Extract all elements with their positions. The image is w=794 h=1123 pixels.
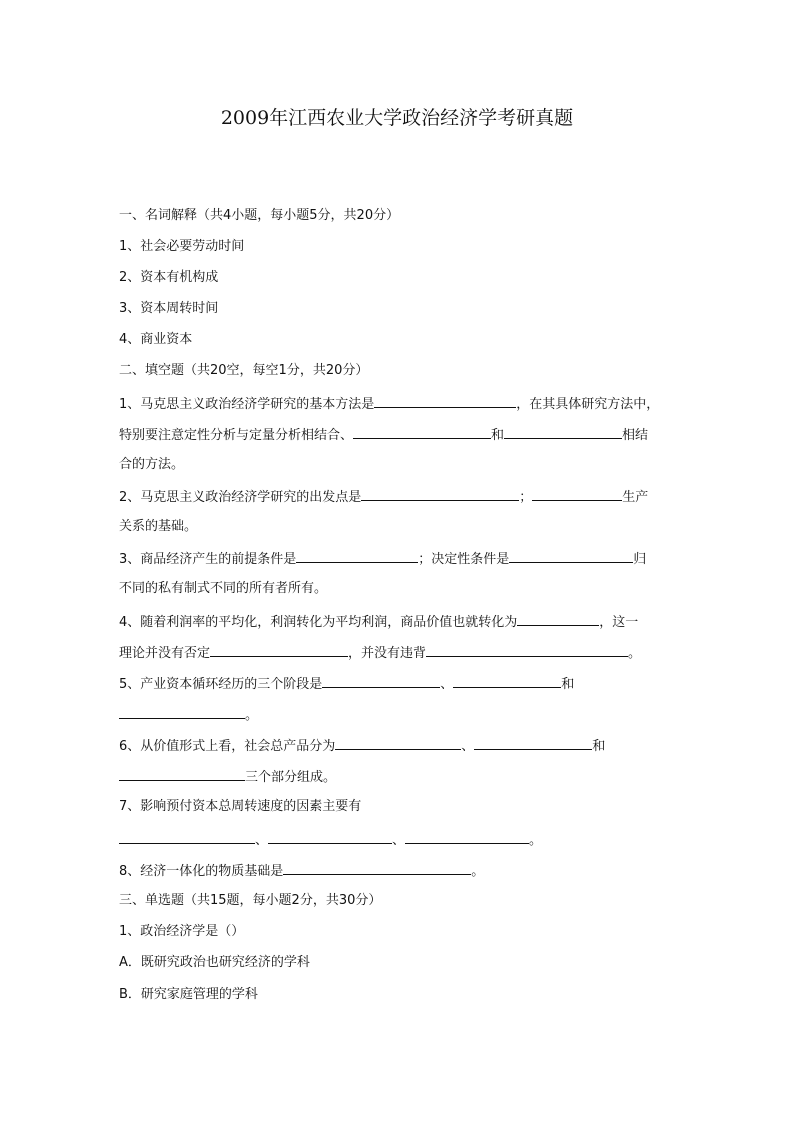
fill-blank[interactable] [374, 393, 516, 408]
s2-q3-line-2: 不同的私有制式不同的所有者所有。 [119, 581, 328, 596]
fill-blank[interactable] [532, 486, 622, 501]
fill-blank[interactable] [405, 829, 529, 844]
fill-blank[interactable] [322, 673, 440, 688]
fill-blank[interactable] [210, 642, 348, 657]
section-3-header: 三、单选题（共15题，每小题2分，共30分） [119, 893, 382, 908]
s2-q5-line-1: 5、产业资本循环经历的三个阶段是 、 和 [119, 673, 689, 695]
s2-q6-line-2: 三个部分组成。 [119, 766, 689, 788]
fill-blank[interactable] [119, 829, 255, 844]
fill-blank[interactable] [335, 735, 461, 750]
s1-item-2: 2、资本有机构成 [119, 270, 219, 285]
s1-item-4: 4、商业资本 [119, 332, 193, 347]
fill-blank[interactable] [353, 424, 491, 439]
s2-q6-line-1: 6、从价值形式上看，社会总产品分为 、 和 [119, 735, 689, 757]
s2-q2-line-1: 2、马克思主义政治经济学研究的出发点是 ； 生产 [119, 486, 689, 508]
page-title: 2009年江西农业大学政治经济学考研真题 [220, 107, 574, 129]
section-2-header: 二、填空题（共20空，每空1分，共20分） [119, 363, 369, 378]
s2-q1-line-3: 合的方法。 [119, 457, 185, 472]
s2-q2-line-2: 关系的基础。 [119, 519, 198, 534]
fill-blank[interactable] [119, 704, 245, 719]
fill-blank[interactable] [517, 611, 599, 626]
s3-q1-option-b: B．研究家庭管理的学科 [119, 987, 258, 1002]
fill-blank[interactable] [426, 642, 628, 657]
fill-blank[interactable] [361, 486, 519, 501]
s2-q1-line-2: 特别要注意定性分析与定量分析相结合、 和 相结 [119, 424, 689, 446]
s2-q1-line-1: 1、马克思主义政治经济学研究的基本方法是 ，在其具体研究方法中， [119, 393, 689, 415]
section-1-header: 一、名词解释（共4小题，每小题5分，共20分） [119, 208, 400, 223]
s3-q1: 1、政治经济学是（） [119, 924, 245, 939]
s2-q4-line-2: 理论并没有否定 ，并没有违背 。 [119, 642, 689, 664]
fill-blank[interactable] [283, 860, 471, 875]
fill-blank[interactable] [119, 766, 245, 781]
s2-q8-line-1: 8、经济一体化的物质基础是 。 [119, 860, 689, 882]
fill-blank[interactable] [296, 548, 418, 563]
s1-item-3: 3、资本周转时间 [119, 301, 219, 316]
s2-q4-line-1: 4、随着利润率的平均化，利润转化为平均利润，商品价值也就转化为 ，这一 [119, 611, 689, 633]
s2-q7-line-2: 、 、 。 [119, 829, 689, 851]
fill-blank[interactable] [509, 548, 633, 563]
s2-q5-line-2: 。 [119, 704, 689, 726]
s1-item-1: 1、社会必要劳动时间 [119, 239, 245, 254]
fill-blank[interactable] [504, 424, 622, 439]
fill-blank[interactable] [474, 735, 592, 750]
fill-blank[interactable] [453, 673, 561, 688]
s3-q1-option-a: A．既研究政治也研究经济的学科 [119, 955, 310, 970]
s2-q3-line-1: 3、商品经济产生的前提条件是 ；决定性条件是 归 [119, 548, 689, 570]
fill-blank[interactable] [268, 829, 392, 844]
s2-q7-line-1: 7、影响预付资本总周转速度的因素主要有 [119, 799, 362, 814]
